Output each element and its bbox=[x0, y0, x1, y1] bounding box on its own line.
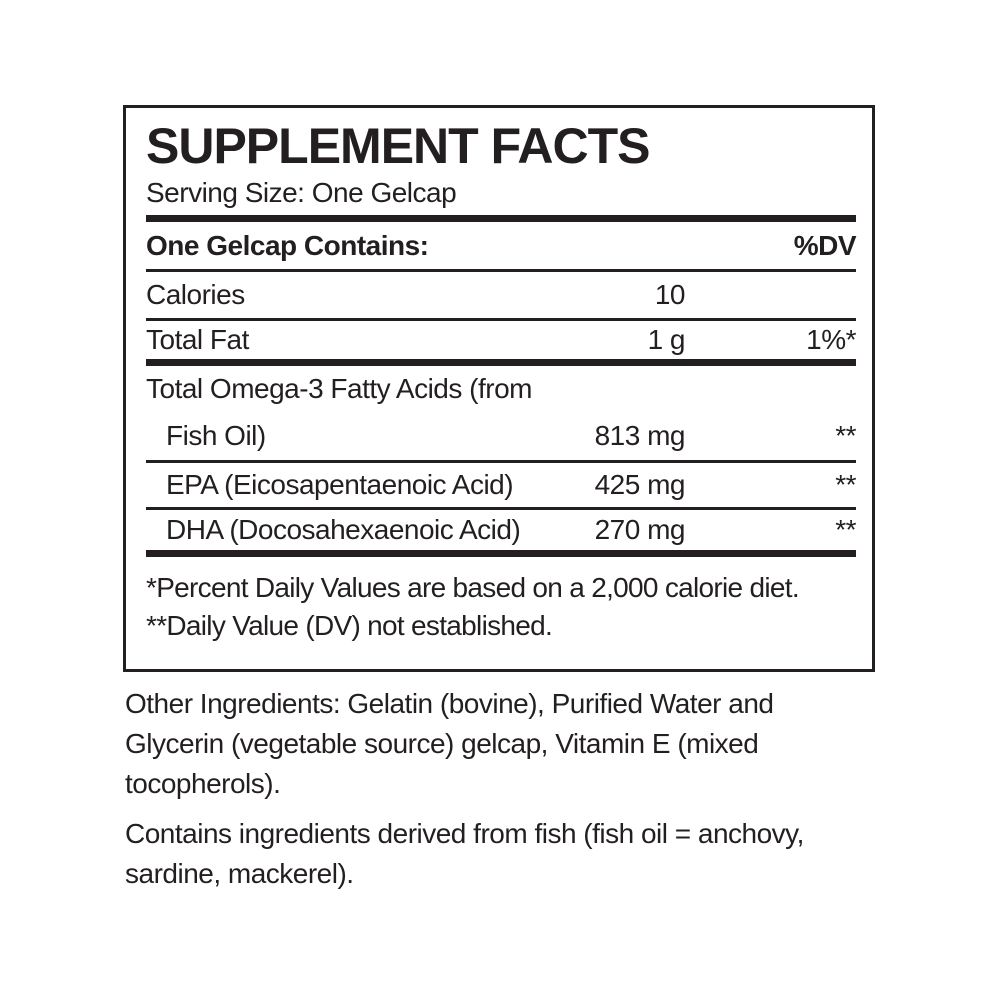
serving-size: Serving Size: One Gelcap bbox=[146, 177, 457, 208]
row-label: DHA (Docosahexaenoic Acid) bbox=[166, 514, 521, 545]
row-amount: 270 mg bbox=[594, 514, 685, 545]
table-header-label: One Gelcap Contains: bbox=[146, 229, 429, 261]
allergen-line: sardine, mackerel). bbox=[125, 858, 354, 889]
table-header-dv: %DV bbox=[793, 229, 856, 261]
row-label: Total Omega-3 Fatty Acids (from bbox=[146, 373, 532, 404]
panel-title: SUPPLEMENT FACTS bbox=[146, 118, 650, 174]
row-label: Total Fat bbox=[146, 324, 249, 355]
row-label: EPA (Eicosapentaenoic Acid) bbox=[166, 469, 514, 500]
footnote-dv-not-established: **Daily Value (DV) not established. bbox=[146, 610, 553, 641]
table-row-epa bbox=[146, 463, 856, 510]
footnote-percent-dv: *Percent Daily Values are based on a 2,000 calorie diet. bbox=[146, 572, 799, 603]
row-amount: 425 mg bbox=[594, 469, 685, 500]
row-amount: 813 mg bbox=[594, 420, 685, 451]
table-header-row bbox=[146, 222, 856, 272]
allergen-paragraph bbox=[125, 814, 845, 894]
divider-thick-top bbox=[146, 215, 856, 222]
table-row-omega3-line2 bbox=[146, 412, 856, 460]
other-ingredients-paragraph bbox=[125, 684, 845, 804]
other-ingredients-line: Glycerin (vegetable source) gelcap, Vitamin E (mixed bbox=[125, 728, 759, 759]
row-label: Calories bbox=[146, 279, 245, 310]
row-amount: 10 bbox=[654, 279, 685, 310]
row-dv: 1%* bbox=[806, 324, 856, 355]
allergen-line: Contains ingredients derived from fish (fish oil = anchovy, bbox=[125, 818, 804, 849]
table-row-dha bbox=[146, 510, 856, 557]
footnotes bbox=[146, 557, 856, 645]
supplement-facts-panel bbox=[123, 105, 875, 672]
row-dv: ** bbox=[835, 514, 856, 545]
table-row-calories bbox=[146, 272, 856, 321]
table-row-omega3-line1 bbox=[146, 366, 856, 412]
row-label-continued: Fish Oil) bbox=[166, 420, 266, 451]
other-ingredients-line: Other Ingredients: Gelatin (bovine), Purified Water and bbox=[125, 688, 774, 719]
row-dv: ** bbox=[835, 469, 856, 500]
table-row-total-fat bbox=[146, 321, 856, 366]
row-amount: 1 g bbox=[647, 324, 685, 355]
row-dv: ** bbox=[835, 420, 856, 451]
table-row-omega3 bbox=[146, 366, 856, 463]
other-ingredients-line: tocopherols). bbox=[125, 768, 281, 799]
